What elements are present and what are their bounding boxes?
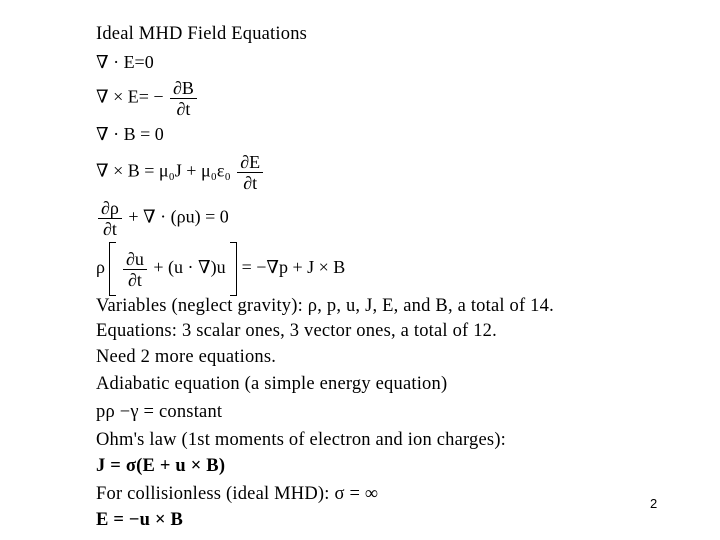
fraction-numerator: ∂B	[173, 78, 194, 98]
right-bracket	[230, 242, 237, 296]
equation-continuity-rest: + ∇ · (ρu) = 0	[128, 206, 229, 227]
fraction-numerator: ∂u	[125, 248, 144, 269]
page-number: 2	[650, 496, 658, 511]
equation-curl-e	[96, 78, 199, 119]
variables-text: Variables (neglect gravity): ρ, p, u, J, E, and B, a total of 14.	[96, 296, 554, 316]
equation-ampere-fraction	[237, 152, 263, 193]
equation-div-b: ∇ · B = 0	[96, 124, 164, 144]
fraction-numerator: ∂E	[240, 152, 261, 172]
adiabatic-equation: pρ −γ = constant	[96, 402, 223, 422]
slide-title: Ideal MHD Field Equations	[96, 24, 308, 44]
collisionless-text: For collisionless (ideal MHD): σ = ∞	[96, 484, 379, 504]
equation-ampere-lhs: ∇ × B = μ₀J + μ₀ε₀	[96, 160, 231, 181]
equation-ampere	[96, 152, 265, 193]
left-bracket	[109, 242, 116, 296]
fraction-denominator: ∂t	[170, 98, 197, 119]
equation-momentum	[96, 242, 345, 296]
equation-div-e: ∇ · E=0	[96, 52, 154, 72]
need-more-text: Need 2 more equations.	[96, 347, 277, 367]
equation-curl-e-lhs: ∇ × E= −	[96, 86, 164, 107]
ohms-law-text: Ohm's law (1st moments of electron and ion charges):	[96, 430, 507, 450]
fraction-numerator: ∂ρ	[101, 198, 119, 218]
equation-continuity	[96, 198, 229, 239]
equation-momentum-inner: + (u · ∇)u	[153, 257, 226, 278]
equation-momentum-fraction	[123, 249, 147, 290]
equation-curl-e-fraction	[170, 78, 197, 119]
equation-momentum-rhs: = −∇p + J × B	[241, 257, 346, 278]
final-equation: E = −u × B	[96, 510, 184, 530]
fraction-denominator: ∂t	[123, 269, 147, 290]
equation-continuity-fraction	[98, 198, 122, 239]
equations-text: Equations: 3 scalar ones, 3 vector ones, a total of 12.	[96, 321, 497, 341]
fraction-denominator: ∂t	[98, 218, 122, 239]
adiabatic-text: Adiabatic equation (a simple energy equation)	[96, 374, 448, 394]
equation-momentum-rho: ρ	[96, 257, 105, 278]
fraction-denominator: ∂t	[237, 172, 263, 193]
ohms-law-equation: J = σ(E + u × B)	[96, 456, 226, 476]
